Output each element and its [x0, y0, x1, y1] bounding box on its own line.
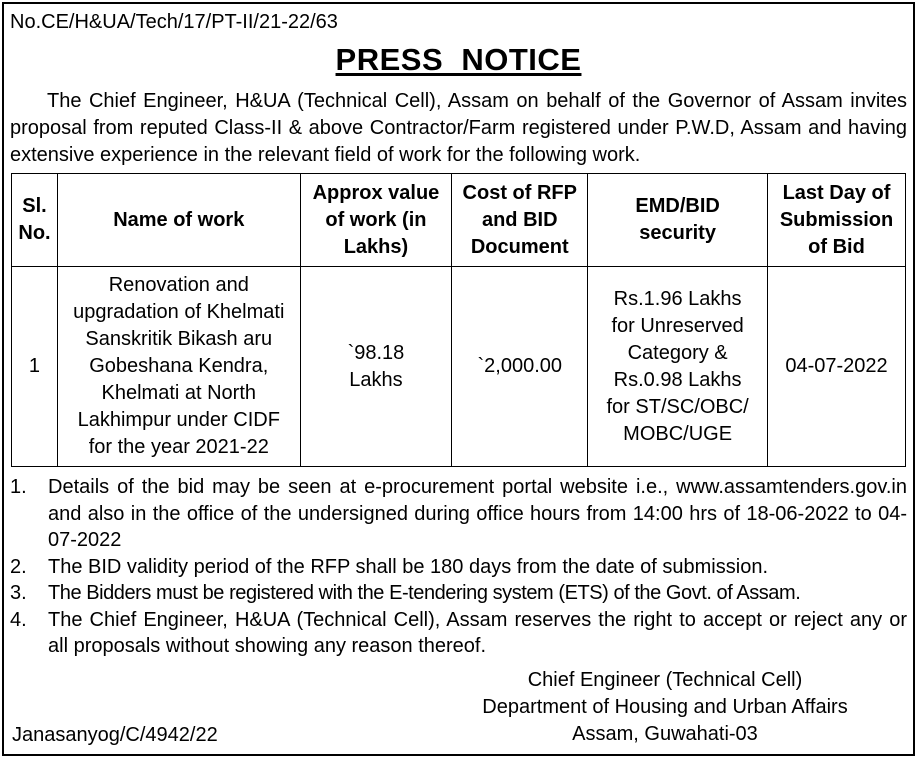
header-name-of-work: Name of work — [57, 174, 300, 267]
notice-title: PRESS NOTICE — [335, 42, 582, 77]
table-row — [12, 267, 906, 467]
note-text: The BID validity period of the RFP shall be 180 days from the date of submission. — [48, 555, 768, 578]
note-number: 4. — [10, 608, 27, 631]
signature-block — [430, 667, 900, 748]
header-emd: EMD/BID security — [588, 174, 768, 267]
bid-table — [11, 173, 906, 467]
notes-list — [10, 474, 907, 660]
signature-line-2: Department of Housing and Urban Affairs — [482, 696, 848, 718]
cell-emd: Rs.1.96 Lakhs for Unreserved Category & Rs.0.98 Lakhs for ST/SC/OBC/ MOBC/UGE — [588, 267, 768, 467]
cell-cost-rfp: `2,000.00 — [452, 267, 588, 467]
cell-sl-no: 1 — [12, 267, 58, 467]
note-number: 2. — [10, 555, 27, 578]
header-last-day: Last Day of Submission of Bid — [768, 174, 906, 267]
header-sl-no: Sl. No. — [12, 174, 58, 267]
note-text: Details of the bid may be seen at e-procurement portal website i.e., www.assamtenders.gov.in and also in the office of the undersigned during office hours from 14:00 hrs of 18-06-2022 to 04-07-2022 — [48, 476, 907, 551]
cell-name-of-work: Renovation and upgradation of Khelmati Sanskritik Bikash aru Gobeshana Kendra, Khelmati at North Lakhimpur under CIDF for the year 2021-22 — [57, 267, 300, 467]
note-item — [10, 474, 907, 554]
note-text: The Chief Engineer, H&UA (Technical Cell), Assam reserves the right to accept or reject any or all proposals without showing any reason thereof. — [48, 608, 907, 657]
cell-approx-value: `98.18 Lakhs — [300, 267, 452, 467]
header-cost-rfp: Cost of RFP and BID Document — [452, 174, 588, 267]
signature-line-1: Chief Engineer (Technical Cell) — [527, 669, 803, 691]
janasanyog-code: Janasanyog/C/4942/22 — [12, 724, 218, 746]
note-item — [10, 554, 907, 581]
note-number: 1. — [10, 476, 27, 498]
note-item — [10, 607, 907, 660]
note-number: 3. — [10, 582, 27, 604]
cell-last-day: 04-07-2022 — [768, 267, 906, 467]
note-text: The Bidders must be registered with the E-tendering system (ETS) of the Govt. of Assam. — [48, 582, 801, 604]
reference-number: No.CE/H&UA/Tech/17/PT-II/21-22/63 — [10, 11, 338, 33]
table-header-row — [12, 174, 906, 267]
header-approx-value: Approx value of work (in Lakhs) — [300, 174, 452, 267]
signature-line-3: Assam, Guwahati-03 — [572, 723, 758, 745]
intro-paragraph: The Chief Engineer, H&UA (Technical Cell), Assam on behalf of the Governor of Assam invites proposal from reputed Class-II & above Contractor/Farm registered under P.W.D, Assam and having extensive experience in the relevant field of work for the following work. — [10, 90, 907, 166]
note-item — [10, 580, 907, 607]
